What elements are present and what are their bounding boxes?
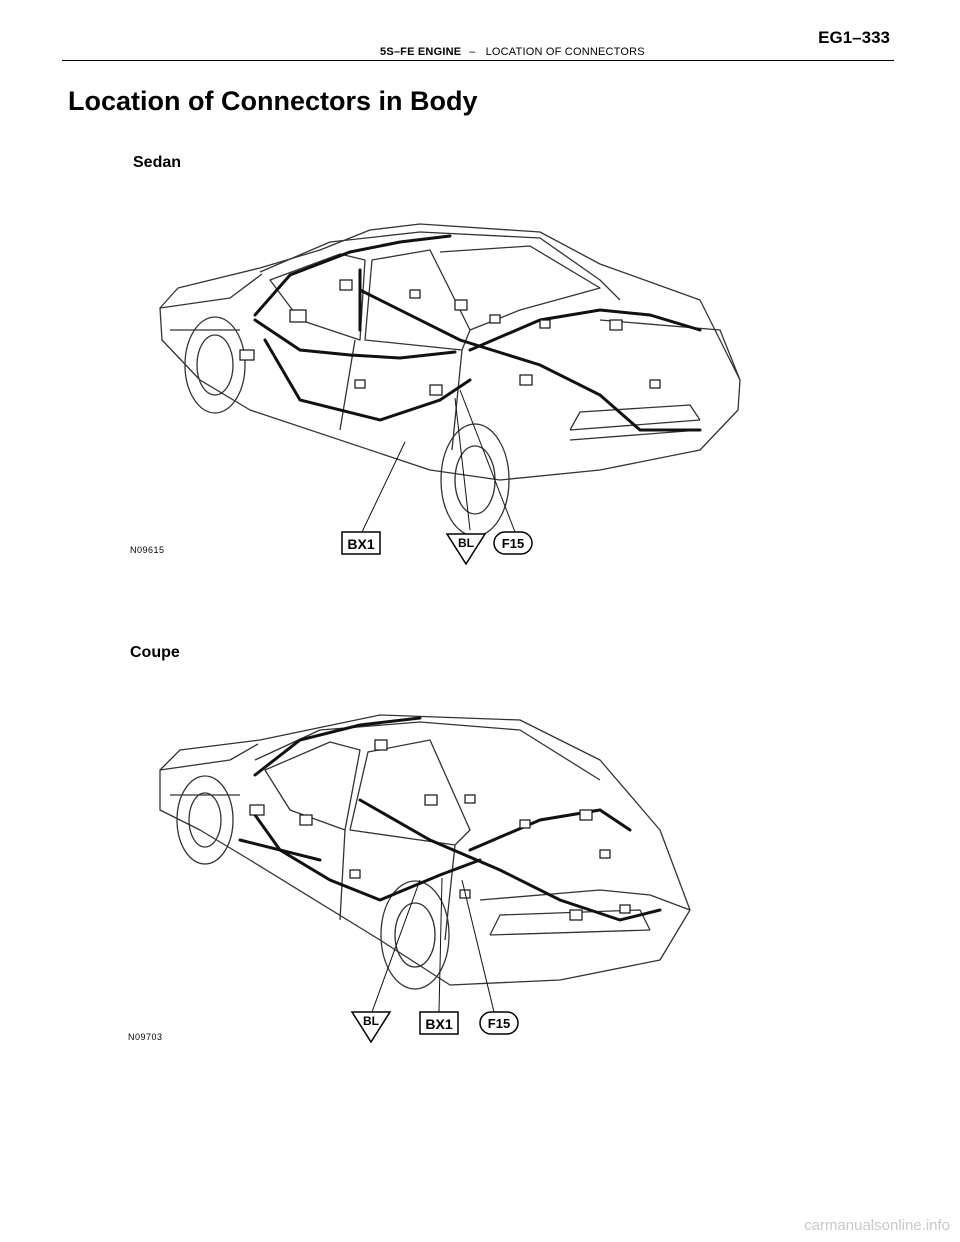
sedan-callout-bx1 [342,532,380,554]
header-separator: – [469,46,476,58]
sedan-label: Sedan [133,154,182,171]
header-section: 5S–FE ENGINE [380,46,462,58]
page-number: EG1–333 [818,28,890,47]
coupe-callout-bx1-text: BX1 [425,1016,453,1032]
coupe-callout-f15-text: F15 [487,1016,511,1031]
coupe-callout-f15 [480,1012,518,1034]
coupe-callout-bl [352,1012,390,1042]
sedan-wire-harness [255,236,700,430]
header-rule [62,60,894,61]
coupe-callout-bx1 [420,1012,458,1034]
running-header [380,46,645,58]
coupe-label: Coupe [130,644,180,661]
sedan-callout-bx1-text: BX1 [347,536,375,552]
coupe-callout-bl-text: BL [363,1014,379,1028]
sedan-callout-f15-text: F15 [501,536,525,551]
coupe-diagram [0,700,960,1060]
header-topic: LOCATION OF CONNECTORS [485,46,645,58]
sedan-callout-bl-text: BL [458,536,474,550]
sedan-callout-bl [447,534,485,564]
sedan-figure-id: N09615 [130,545,165,555]
sedan-diagram [0,180,960,580]
sedan-callout-f15 [494,532,532,554]
coupe-connectors [250,740,630,920]
page-title: Location of Connectors in Body [68,86,478,116]
watermark: carmanualsonline.info [804,1217,950,1234]
sedan-connectors [240,280,660,395]
coupe-figure-id: N09703 [128,1032,163,1042]
coupe-wheels [177,776,449,989]
